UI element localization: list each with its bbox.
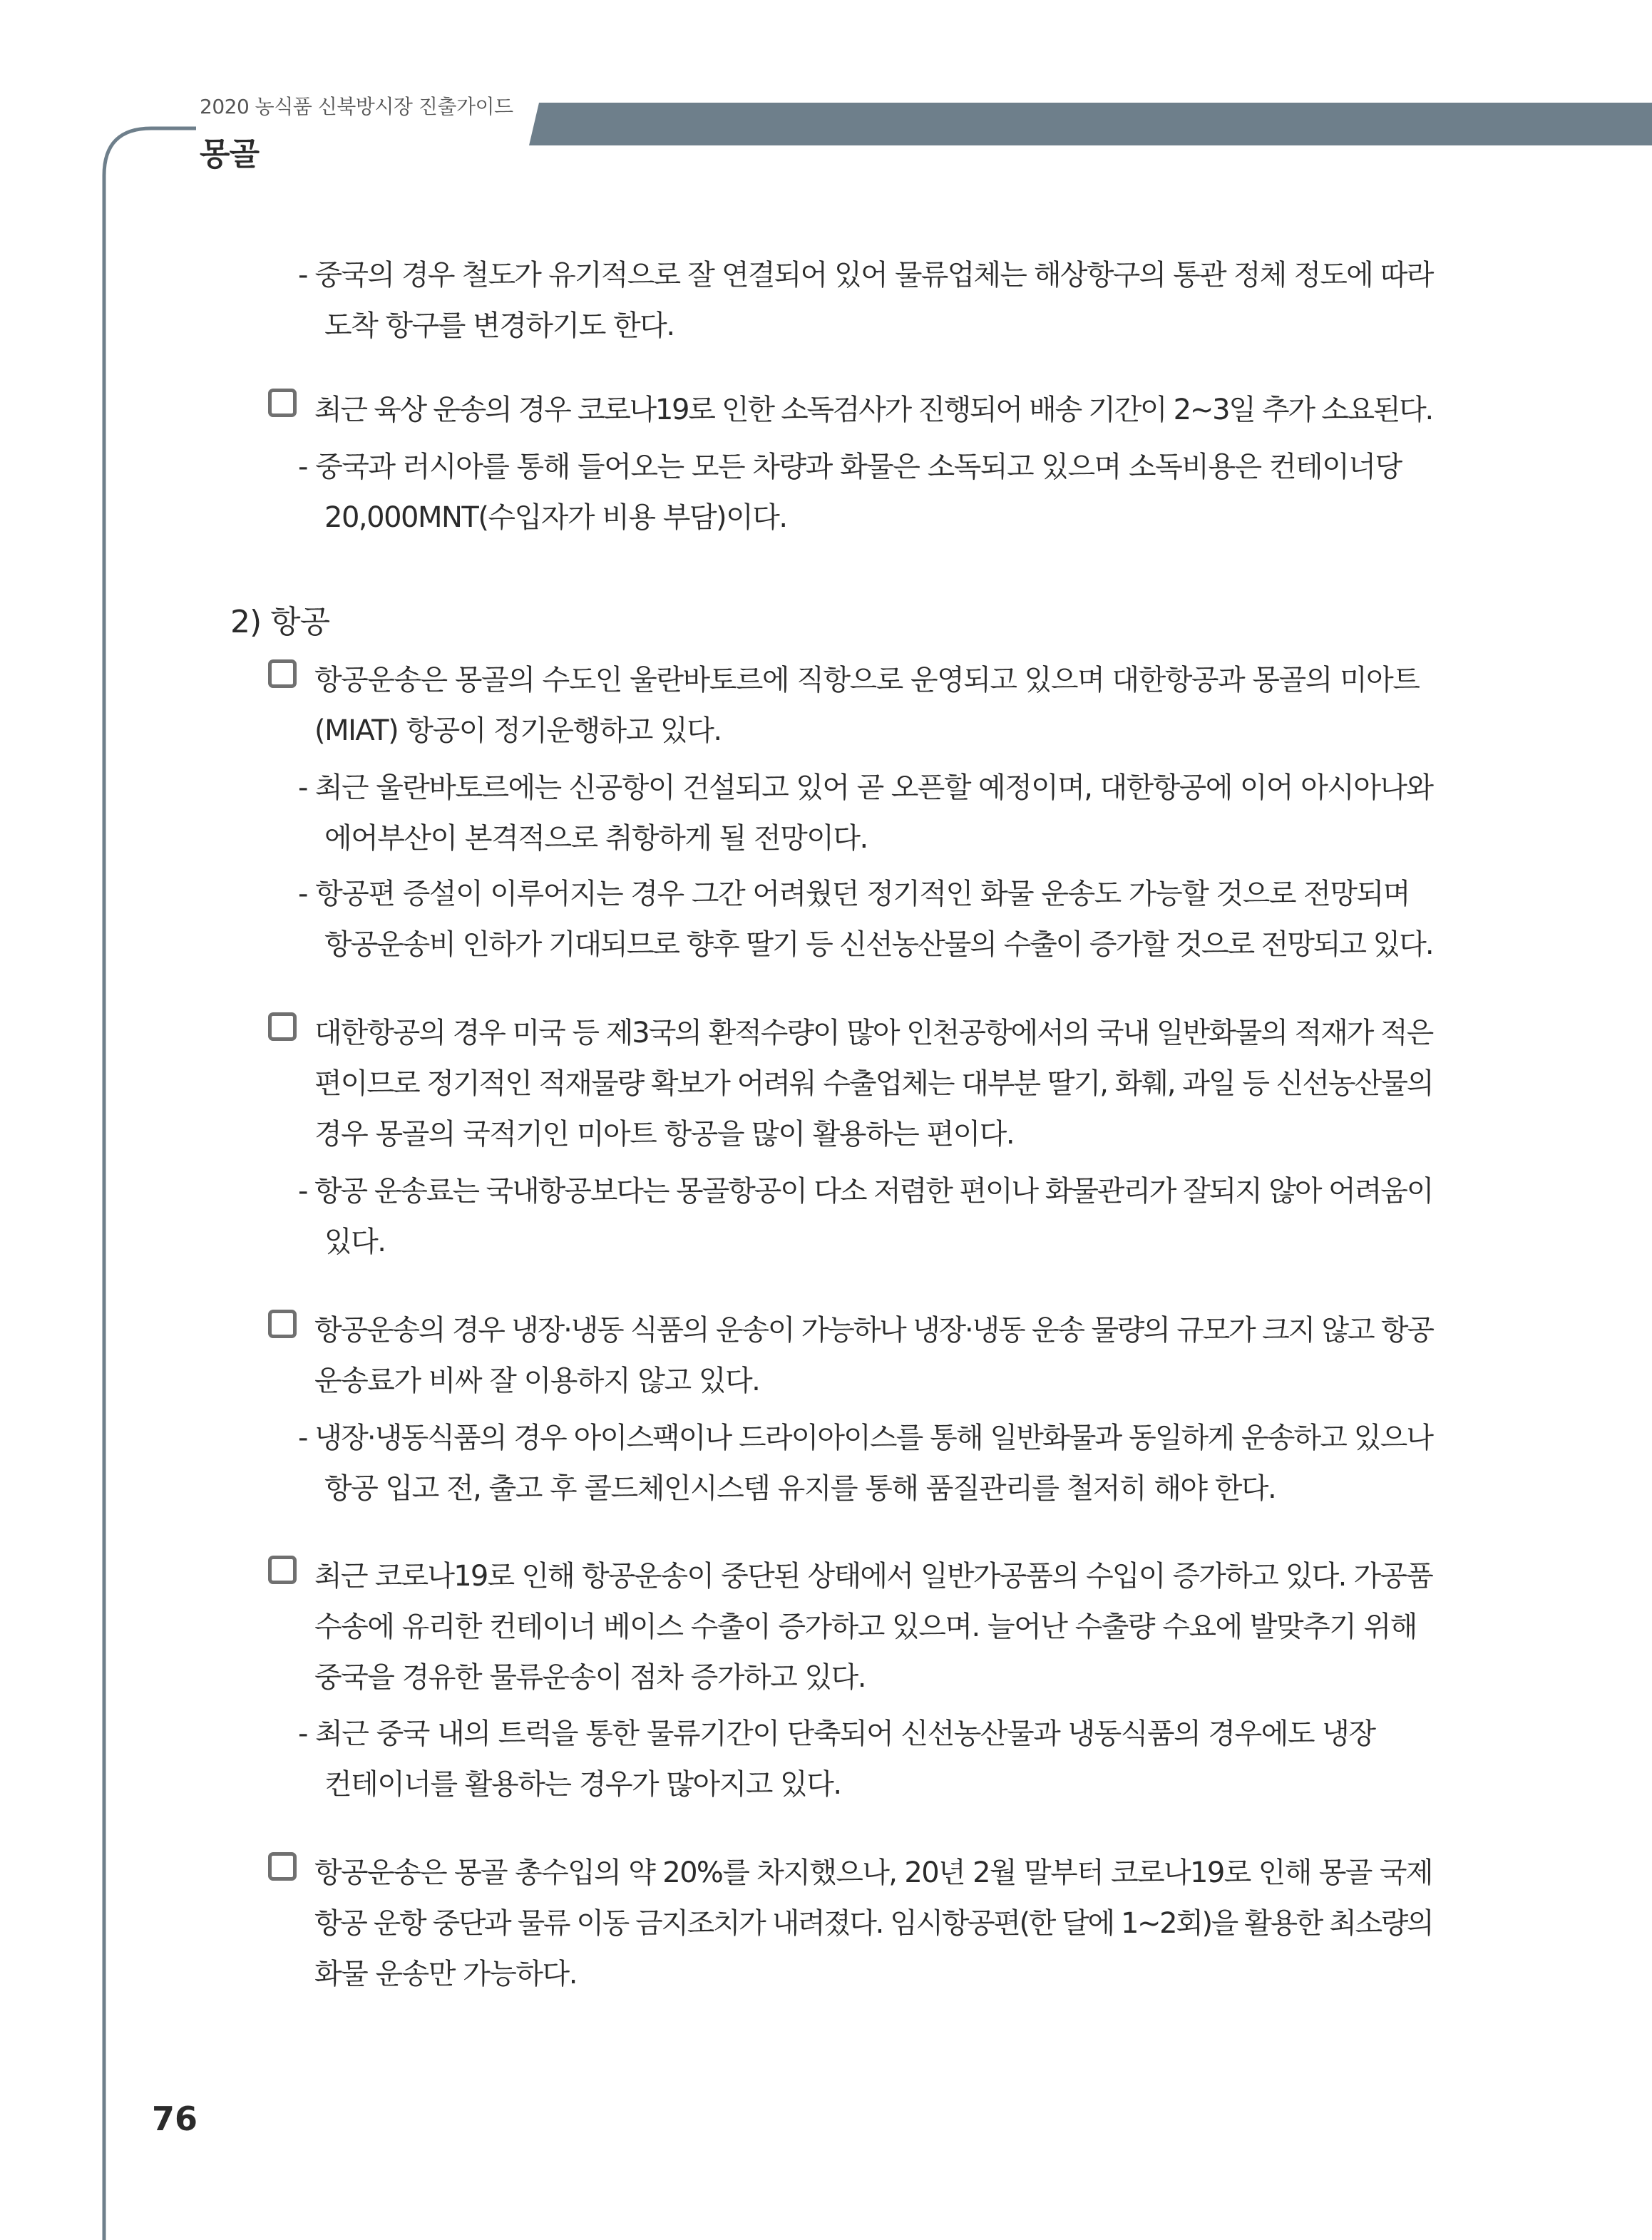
box-line: 항공운송은 몽골의 수도인 울란바토르에 직항으로 운영되고 있으며 대한항공과 몽골의 미아트 (314, 664, 1420, 697)
box-line: 대한항공의 경우 미국 등 제3국의 환적수량이 많아 인천공항에서의 국내 일반화물의 적재가 적은 (314, 1017, 1433, 1049)
dash-line: - 중국과 러시아를 통해 들어오는 모든 차량과 화물은 소독되고 있으며 소독비용은 컨테이너당 (298, 451, 1402, 483)
section-title: 2) 항공 (230, 604, 330, 640)
dash-line: - 최근 울란바토르에는 신공항이 건설되고 있어 곧 오픈할 예정이며, 대한항공에 이어 아시아나와 (298, 771, 1433, 804)
box-line: 운송료가 비싸 잘 이용하지 않고 있다. (314, 1365, 760, 1397)
checkbox-bullet-icon (268, 389, 297, 417)
header-bar (529, 103, 1652, 145)
dash-line: 컨테이너를 활용하는 경우가 많아지고 있다. (324, 1768, 841, 1801)
box-line: 편이므로 정기적인 적재물량 확보가 어려워 수출업체는 대부분 딸기, 화훼, 과일 등 신선농산물의 (314, 1067, 1433, 1100)
dash-line: 항공 입고 전, 출고 후 콜드체인시스템 유지를 통해 품질관리를 철저히 해야 한다. (324, 1472, 1276, 1505)
box-line: 화물 운송만 가능하다. (314, 1958, 577, 1990)
page-number: 76 (152, 2100, 198, 2138)
checkbox-bullet-icon (268, 1556, 297, 1584)
box-line: 항공 운항 중단과 물류 이동 금지조치가 내려졌다. 임시항공편(한 달에 1~2회)을 활용한 최소량의 (314, 1907, 1433, 1940)
box-line: 항공운송의 경우 냉장·냉동 식품의 운송이 가능하나 냉장·냉동 운송 물량의 규모가 크지 않고 항공 (314, 1314, 1433, 1347)
dash-line: - 냉장·냉동식품의 경우 아이스팩이나 드라이아이스를 통해 일반화물과 동일하게 운송하고 있으나 (298, 1422, 1433, 1454)
box-line: 경우 몽골의 국적기인 미아트 항공을 많이 활용하는 편이다. (314, 1118, 1015, 1151)
header-subtitle: 2020 농식품 신북방시장 진출가이드 (200, 95, 513, 118)
dash-line: - 항공 운송료는 국내항공보다는 몽골항공이 다소 저렴한 편이나 화물관리가 잘되지 않아 어려움이 (298, 1175, 1433, 1208)
box-line: 항공운송은 몽골 총수입의 약 20%를 차지했으나, 20년 2월 말부터 코로나19로 인해 몽골 국제 (314, 1856, 1432, 1889)
box-line: 수송에 유리한 컨테이너 베이스 수출이 증가하고 있으며. 늘어난 수출량 수요에 발맞추기 위해 (314, 1610, 1417, 1643)
checkbox-bullet-icon (268, 1012, 297, 1041)
dash-line: 있다. (324, 1226, 386, 1258)
header-title: 몽골 (200, 136, 260, 173)
dash-line: - 최근 중국 내의 트럭을 통한 물류기간이 단축되어 신선농산물과 냉동식품의 경우에도 냉장 (298, 1717, 1375, 1750)
box-line: (MIAT) 항공이 정기운행하고 있다. (314, 714, 722, 747)
dash-line: - 중국의 경우 철도가 유기적으로 잘 연결되어 있어 물류업체는 해상항구의 통관 정체 정도에 따라 (298, 259, 1433, 292)
dash-line: 에어부산이 본격적으로 취항하게 될 전망이다. (324, 822, 868, 855)
box-line: 중국을 경유한 물류운송이 점차 증가하고 있다. (314, 1661, 866, 1694)
dash-line: 항공운송비 인하가 기대되므로 향후 딸기 등 신선농산물의 수출이 증가할 것으로 전망되고 있다. (324, 928, 1433, 961)
dash-line: - 항공편 증설이 이루어지는 경우 그간 어려웠던 정기적인 화물 운송도 가능할 것으로 전망되며 (298, 878, 1410, 910)
box-line: 최근 코로나19로 인해 항공운송이 중단된 상태에서 일반가공품의 수입이 증가하고 있다. 가공품 (314, 1560, 1433, 1593)
checkbox-bullet-icon (268, 1852, 297, 1881)
checkbox-bullet-icon (268, 1310, 297, 1338)
dash-line: 도착 항구를 변경하기도 한다. (324, 309, 674, 342)
dash-line: 20,000MNT(수입자가 비용 부담)이다. (324, 501, 787, 534)
box-line: 최근 육상 운송의 경우 코로나19로 인한 소독검사가 진행되어 배송 기간이 2~3일 추가 소요된다. (314, 394, 1432, 426)
checkbox-bullet-icon (268, 659, 297, 688)
